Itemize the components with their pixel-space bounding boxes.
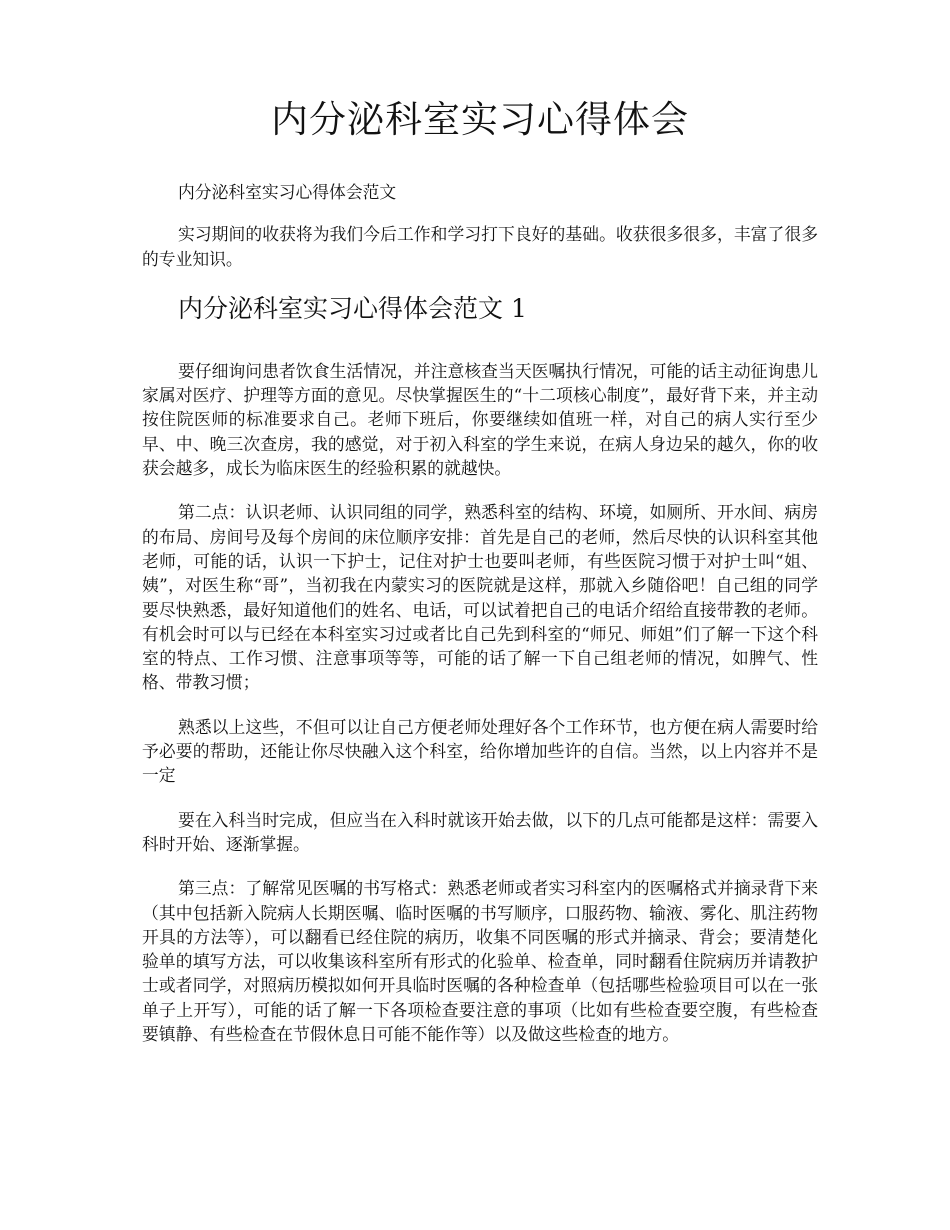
section-heading: 内分泌科室实习心得体会范文 1	[178, 293, 527, 323]
body-paragraph-3: 熟悉以上这些，不但可以让自己方便老师处理好各个工作环节，也方便在病人需要时给予必要的帮助，还能让你尽快融入这个科室，给你增加些许的自信。当然，以上内容并不是一定	[142, 716, 818, 786]
document-page	[142, 0, 818, 1046]
document-title: 内分泌科室实习心得体会	[271, 98, 689, 141]
document-subtitle: 内分泌科室实习心得体会范文	[178, 182, 397, 202]
body-paragraph-1: 要仔细询问患者饮食生活情况，并注意核查当天医嘱执行情况，可能的话主动征询患儿家属对医疗、护理等方面的意见。尽快掌握医生的“十二项核心制度”，最好背下来，并主动按住院医师的标准要求自己。老师下班后，你要继续如值班一样，对自己的病人实行至少早、中、晚三次查房，我的感觉，对于初入科室的学生来说，在病人身边呆的越久，你的收获会越多，成长为临床医生的经验积累的就越快。	[142, 360, 818, 479]
body-paragraph-2: 第二点：认识老师、认识同组的同学，熟悉科室的结构、环境，如厕所、开水间、病房的布局、房间号及每个房间的床位顺序安排：首先是自己的老师，然后尽快的认识科室其他老师，可能的话，认识一下护士，记住对护士也要叫老师，有些医院习惯于对护士叫“姐、姨”，对医生称“哥”，当初我在内蒙实习的医院就是这样，那就入乡随俗吧！自己组的同学要尽快熟悉，最好知道他们的姓名、电话，可以试着把自己的电话介绍给直接带教的老师。有机会时可以与已经在本科室实习过或者比自己先到科室的“师兄、师姐”们了解一下这个科室的特点、工作习惯、注意事项等等，可能的话了解一下自己组老师的情况，如脾气、性格、带教习惯；	[142, 502, 818, 693]
body-paragraph-5: 第三点：了解常见医嘱的书写格式：熟悉老师或者实习科室内的医嘱格式并摘录背下来（其中包括新入院病人长期医嘱、临时医嘱的书写顺序，口服药物、输液、雾化、肌注药物开具的方法等），可以翻看已经住院的病历，收集不同医嘱的形式并摘录、背会；要清楚化验单的填写方法，可以收集该科室所有形式的化验单、检查单，同时翻看住院病历并请教护士或者同学，对照病历模拟如何开具临时医嘱的各种检查单（包括哪些检验项目可以在一张单子上开写），可能的话了解一下各项检查要注意的事项（比如有些检查要空腹，有些检查要镇静、有些检查在节假休息日可能不能作等）以及做这些检查的地方。	[142, 878, 818, 1045]
body-paragraph-4: 要在入科当时完成，但应当在入科时就该开始去做，以下的几点可能都是这样：需要入科时开始、逐渐掌握。	[142, 809, 818, 854]
intro-paragraph: 实习期间的收获将为我们今后工作和学习打下良好的基础。收获很多很多，丰富了很多的专业知识。	[142, 224, 818, 269]
